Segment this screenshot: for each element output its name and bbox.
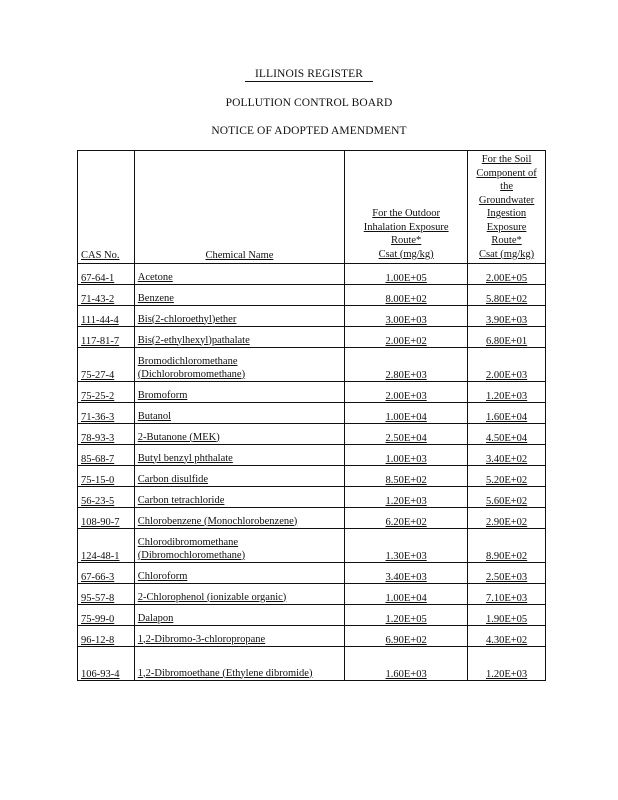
outdoor-csat-cell: 2.50E+04: [345, 424, 468, 445]
table-row: [78, 285, 546, 306]
chemical-name-cell: Benzene: [134, 285, 344, 306]
table-row: [78, 529, 546, 563]
cas-number-cell: 106-93-4: [78, 647, 135, 681]
chemical-name-cell: Butanol: [134, 403, 344, 424]
chemical-name-cell: 1,2-Dibromoethane (Ethylene dibromide): [134, 647, 344, 681]
cas-number-cell: 75-25-2: [78, 382, 135, 403]
outdoor-csat-cell: 1.60E+03: [345, 647, 468, 681]
column-header-groundwater-ingestion: For the Soil Component of the Groundwater Ingestion Exposure Route* Csat (mg/kg): [468, 151, 546, 264]
table-row: [78, 605, 546, 626]
chemical-name-cell: 2-Butanone (MEK): [134, 424, 344, 445]
groundwater-csat-cell: 2.50E+03: [468, 563, 546, 584]
outdoor-csat-cell: 2.80E+03: [345, 348, 468, 382]
table-row: [78, 445, 546, 466]
outdoor-csat-cell: 1.00E+03: [345, 445, 468, 466]
groundwater-csat-cell: 5.20E+02: [468, 466, 546, 487]
groundwater-csat-cell: 3.90E+03: [468, 306, 546, 327]
outdoor-csat-cell: 1.20E+05: [345, 605, 468, 626]
outdoor-csat-cell: 8.50E+02: [345, 466, 468, 487]
outdoor-csat-cell: 6.20E+02: [345, 508, 468, 529]
chemical-name-cell: Bis(2-ethylhexyl)pathalate: [134, 327, 344, 348]
chemical-name-cell: 1,2-Dibromo-3-chloropropane: [134, 626, 344, 647]
table-row: [78, 382, 546, 403]
outdoor-csat-cell: 3.40E+03: [345, 563, 468, 584]
table-row: [78, 487, 546, 508]
column-header-chemical-name: Chemical Name: [134, 151, 344, 264]
outdoor-csat-cell: 2.00E+02: [345, 327, 468, 348]
chemical-name-cell: Chloroform: [134, 563, 344, 584]
table-row: [78, 306, 546, 327]
chemical-name-cell: Chlorodibromomethane (Dibromochloromethane): [134, 529, 344, 563]
cas-number-cell: 108-90-7: [78, 508, 135, 529]
groundwater-csat-cell: 1.60E+04: [468, 403, 546, 424]
outdoor-csat-cell: 6.90E+02: [345, 626, 468, 647]
table-row: [78, 403, 546, 424]
chemical-name-cell: Carbon disulfide: [134, 466, 344, 487]
table-row: [78, 584, 546, 605]
groundwater-csat-cell: 1.90E+05: [468, 605, 546, 626]
cas-number-cell: 95-57-8: [78, 584, 135, 605]
outdoor-csat-cell: 3.00E+03: [345, 306, 468, 327]
groundwater-csat-cell: 1.20E+03: [468, 647, 546, 681]
cas-number-cell: 111-44-4: [78, 306, 135, 327]
groundwater-csat-cell: 4.50E+04: [468, 424, 546, 445]
chemical-name-cell: Dalapon: [134, 605, 344, 626]
cas-number-cell: 85-68-7: [78, 445, 135, 466]
cas-number-cell: 71-36-3: [78, 403, 135, 424]
board-title: POLLUTION CONTROL BOARD: [225, 97, 393, 109]
table-row: [78, 626, 546, 647]
table-row: [78, 348, 546, 382]
csat-table: [77, 150, 546, 681]
outdoor-csat-cell: 1.00E+05: [345, 264, 468, 285]
cas-number-cell: 124-48-1: [78, 529, 135, 563]
outdoor-csat-cell: 2.00E+03: [345, 382, 468, 403]
table-row: [78, 563, 546, 584]
table-row: [78, 466, 546, 487]
table-row: [78, 327, 546, 348]
cas-number-cell: 67-64-1: [78, 264, 135, 285]
cas-number-cell: 67-66-3: [78, 563, 135, 584]
groundwater-csat-cell: 5.60E+02: [468, 487, 546, 508]
chemical-name-cell: Butyl benzyl phthalate: [134, 445, 344, 466]
groundwater-csat-cell: 1.20E+03: [468, 382, 546, 403]
chemical-name-cell: Acetone: [134, 264, 344, 285]
chemical-name-cell: Bis(2-chloroethyl)ether: [134, 306, 344, 327]
groundwater-csat-cell: 8.90E+02: [468, 529, 546, 563]
cas-number-cell: 71-43-2: [78, 285, 135, 306]
groundwater-csat-cell: 2.90E+02: [468, 508, 546, 529]
groundwater-csat-cell: 7.10E+03: [468, 584, 546, 605]
outdoor-csat-cell: 1.00E+04: [345, 584, 468, 605]
outdoor-csat-cell: 8.00E+02: [345, 285, 468, 306]
cas-number-cell: 75-27-4: [78, 348, 135, 382]
table-row: [78, 264, 546, 285]
column-header-outdoor-inhalation: For the Outdoor Inhalation Exposure Route* Csat (mg/kg): [345, 151, 468, 264]
groundwater-csat-cell: 3.40E+02: [468, 445, 546, 466]
outdoor-csat-cell: 1.00E+04: [345, 403, 468, 424]
chemical-name-cell: Bromoform: [134, 382, 344, 403]
register-title: ILLINOIS REGISTER: [0, 68, 618, 80]
groundwater-csat-cell: 2.00E+03: [468, 348, 546, 382]
cas-number-cell: 96-12-8: [78, 626, 135, 647]
outdoor-csat-cell: 1.30E+03: [345, 529, 468, 563]
cas-number-cell: 56-23-5: [78, 487, 135, 508]
table-row: [78, 508, 546, 529]
outdoor-csat-cell: 1.20E+03: [345, 487, 468, 508]
chemical-name-cell: Carbon tetrachloride: [134, 487, 344, 508]
cas-number-cell: 75-15-0: [78, 466, 135, 487]
chemical-name-cell: Bromodichloromethane (Dichlorobromomethane): [134, 348, 344, 382]
groundwater-csat-cell: 2.00E+05: [468, 264, 546, 285]
column-header-cas: CAS No.: [78, 151, 135, 264]
groundwater-csat-cell: 4.30E+02: [468, 626, 546, 647]
table-row: [78, 647, 546, 681]
table-header-row: [78, 151, 546, 264]
table-row: [78, 424, 546, 445]
cas-number-cell: 117-81-7: [78, 327, 135, 348]
chemical-name-cell: 2-Chlorophenol (ionizable organic): [134, 584, 344, 605]
groundwater-csat-cell: 6.80E+01: [468, 327, 546, 348]
cas-number-cell: 75-99-0: [78, 605, 135, 626]
chemical-name-cell: Chlorobenzene (Monochlorobenzene): [134, 508, 344, 529]
notice-title: NOTICE OF ADOPTED AMENDMENT: [211, 125, 407, 137]
cas-number-cell: 78-93-3: [78, 424, 135, 445]
groundwater-csat-cell: 5.80E+02: [468, 285, 546, 306]
